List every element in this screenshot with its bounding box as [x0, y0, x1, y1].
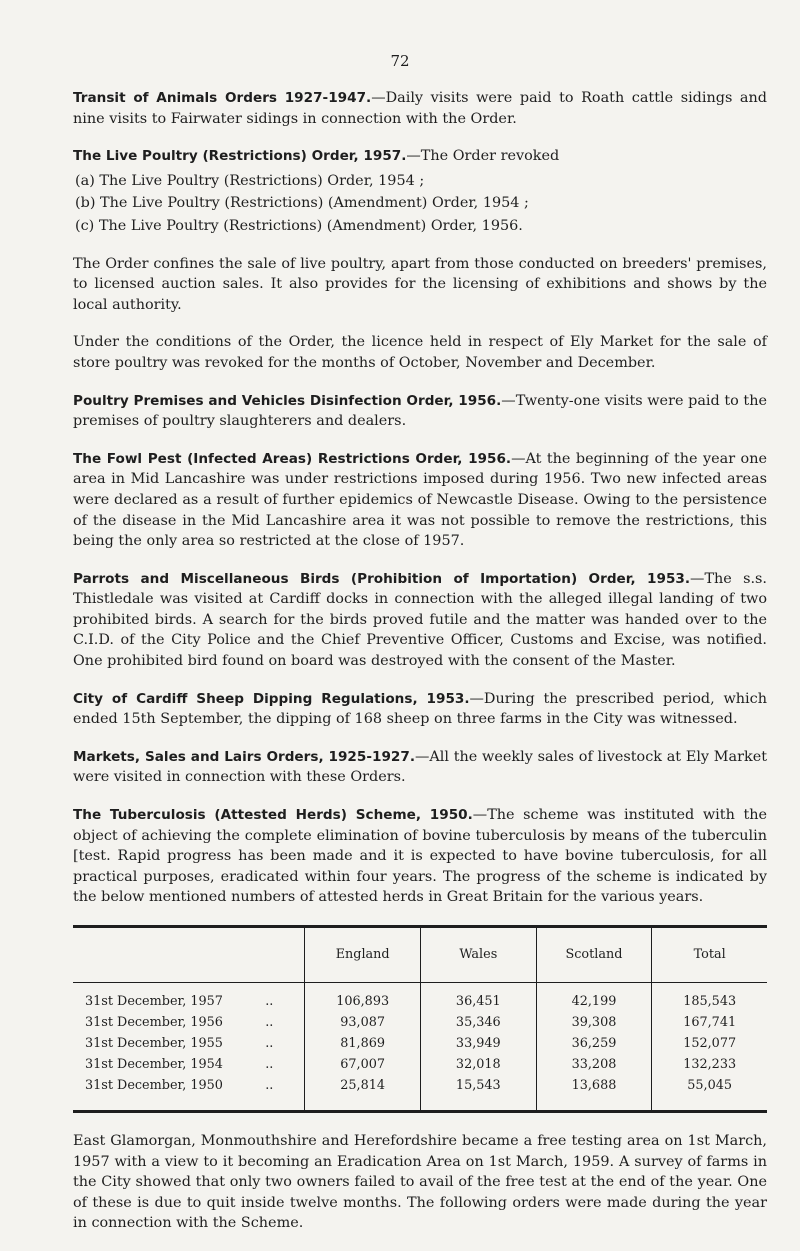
section-text: —Daily visits were paid to Roath cattle sidings and nine visits to Fairwater sidings in connection with the Order. — [73, 90, 767, 127]
attested-herds-table-wrap — [73, 925, 767, 1113]
section-heading: Transit of Animals Orders 1927-1947. — [73, 90, 372, 106]
row-leader-dots: .. — [265, 1078, 274, 1093]
section-text: —All the weekly sales of livestock at Ely Market were visited in connection with these Orders. — [73, 748, 768, 786]
cell-england: 67,007 — [305, 1054, 421, 1075]
cell-england: 93,087 — [305, 1012, 421, 1033]
cell-wales: 36,451 — [420, 983, 536, 1013]
table-row — [73, 983, 767, 1013]
list-item: (a) The Live Poultry (Restrictions) Order, 1954 ; — [75, 172, 425, 189]
row-label: 31st December, 1955 — [85, 1036, 223, 1051]
table-header-row — [73, 927, 767, 983]
column-header-scotland: Scotland — [536, 927, 652, 983]
section-heading: Poultry Premises and Vehicles Disinfection Order, 1956. — [73, 392, 502, 409]
section-parrots — [73, 569, 767, 672]
section-text: —The s.s. Thistledale was visited at Cardiff docks in connection with the alleged illegal landing of two prohibited birds. A search for the birds proved futile and the matter was handed over to the C.I.D. of the City Police and the Chief Preventive Officer, Customs and Excise, was notified. One prohibited bird found on board was destroyed with the consent of the Master. — [73, 570, 767, 670]
cell-england: 81,869 — [305, 1033, 421, 1054]
cell-scotland: 36,259 — [536, 1033, 652, 1054]
table-corner — [73, 927, 305, 983]
cell-wales: 32,018 — [420, 1054, 536, 1075]
list-item: (c) The Live Poultry (Restrictions) (Amendment) Order, 1956. — [75, 217, 523, 234]
row-leader-dots: .. — [265, 1036, 274, 1051]
section-heading: The Fowl Pest (Infected Areas) Restrictions Order, 1956. — [73, 450, 512, 467]
section-text: —Twenty-one visits were paid to the premises of poultry slaughterers and dealers. — [73, 392, 767, 430]
cell-england: 25,814 — [305, 1075, 421, 1112]
revoked-orders-list — [73, 171, 767, 237]
cell-scotland: 39,308 — [536, 1012, 652, 1033]
section-heading: Markets, Sales and Lairs Orders, 1925-1927. — [73, 748, 415, 765]
section-poultry-premises — [73, 391, 767, 432]
cell-scotland: 42,199 — [536, 983, 652, 1013]
cell-total: 132,233 — [652, 1054, 767, 1075]
section-tuberculosis — [73, 805, 767, 908]
table-row — [73, 1054, 767, 1075]
table-row — [73, 1075, 767, 1112]
cell-scotland: 33,208 — [536, 1054, 652, 1075]
row-label: 31st December, 1957 — [85, 994, 223, 1009]
section-fowl-pest — [73, 449, 767, 552]
row-label: 31st December, 1954 — [85, 1057, 223, 1072]
section-markets — [73, 747, 767, 788]
cell-wales: 15,543 — [420, 1075, 536, 1112]
closing-paragraph: East Glamorgan, Monmouthshire and Herefordshire became a free testing area on 1st March, 1957 with a view to it becoming an Eradication Area on 1st March, 1959. A survey of farms in the City showed that only two owners failed to avail of the free test at the end of the year. One of these is due to quit inside twelve months. The following orders were made during the year in connection with the Scheme. — [73, 1133, 767, 1232]
section-live-poultry — [73, 146, 767, 167]
row-leader-dots: .. — [265, 1057, 274, 1072]
cell-total: 55,045 — [652, 1075, 767, 1112]
section-heading: The Tuberculosis (Attested Herds) Scheme, 1950. — [73, 807, 473, 824]
section-text: —At the beginning of the year one area in Mid Lancashire was under restrictions imposed during 1956. Two new infected areas were declared as a result of further epidemics of Newcastle Disease. Owing to the persistence of the disease in the Mid Lancashire area it was not possible to remove the restrictions, this being the only area so restricted at the close of 1957. — [73, 450, 767, 550]
row-label: 31st December, 1956 — [85, 1015, 223, 1030]
live-poultry-paragraph-2: Under the conditions of the Order, the licence held in respect of Ely Market for the sale of store poultry was revoked for the months of October, November and December. — [73, 334, 767, 371]
section-heading: The Live Poultry (Restrictions) Order, 1957. — [73, 148, 407, 165]
section-heading: City of Cardiff Sheep Dipping Regulations, 1953. — [73, 690, 470, 707]
attested-herds-table — [73, 925, 767, 1113]
cell-total: 185,543 — [652, 983, 767, 1013]
row-leader-dots: .. — [265, 1015, 274, 1030]
cell-total: 152,077 — [652, 1033, 767, 1054]
live-poultry-paragraph-1: The Order confines the sale of live poultry, apart from those conducted on breeders' premises, to licensed auction sales. It also provides for the licensing of exhibitions and shows by the local authority. — [73, 255, 767, 313]
section-sheep-dipping — [73, 689, 767, 730]
section-transit — [73, 88, 767, 129]
row-label: 31st December, 1950 — [85, 1078, 223, 1093]
table-row — [73, 1012, 767, 1033]
section-text: —During the prescribed period, which ended 15th September, the dipping of 168 sheep on three farms in the City was witnessed. — [73, 690, 767, 728]
row-leader-dots: .. — [265, 994, 274, 1009]
list-item: (b) The Live Poultry (Restrictions) (Amendment) Order, 1954 ; — [75, 195, 529, 212]
table-row — [73, 1033, 767, 1054]
section-heading: Parrots and Miscellaneous Birds (Prohibition of Importation) Order, 1953. — [73, 570, 691, 587]
cell-scotland: 13,688 — [536, 1075, 652, 1112]
cell-england: 106,893 — [305, 983, 421, 1013]
column-header-england: England — [305, 927, 421, 983]
page-number: 72 — [390, 52, 410, 70]
section-text: —The scheme was instituted with the object of achieving the complete elimination of bovine tuberculosis by means of the tuberculin [test. Rapid progress has been made and it is expected to have bovine tuberculosis, for all practical purposes, eradicated within four years. The progress of the scheme is indicated by the below mentioned numbers of attested herds in Great Britain for the various years. — [73, 807, 768, 906]
column-header-wales: Wales — [420, 927, 536, 983]
section-text: —The Order revoked — [406, 148, 560, 165]
page-content — [73, 88, 767, 1251]
column-header-total: Total — [652, 927, 767, 983]
cell-wales: 33,949 — [420, 1033, 536, 1054]
cell-total: 167,741 — [652, 1012, 767, 1033]
cell-wales: 35,346 — [420, 1012, 536, 1033]
